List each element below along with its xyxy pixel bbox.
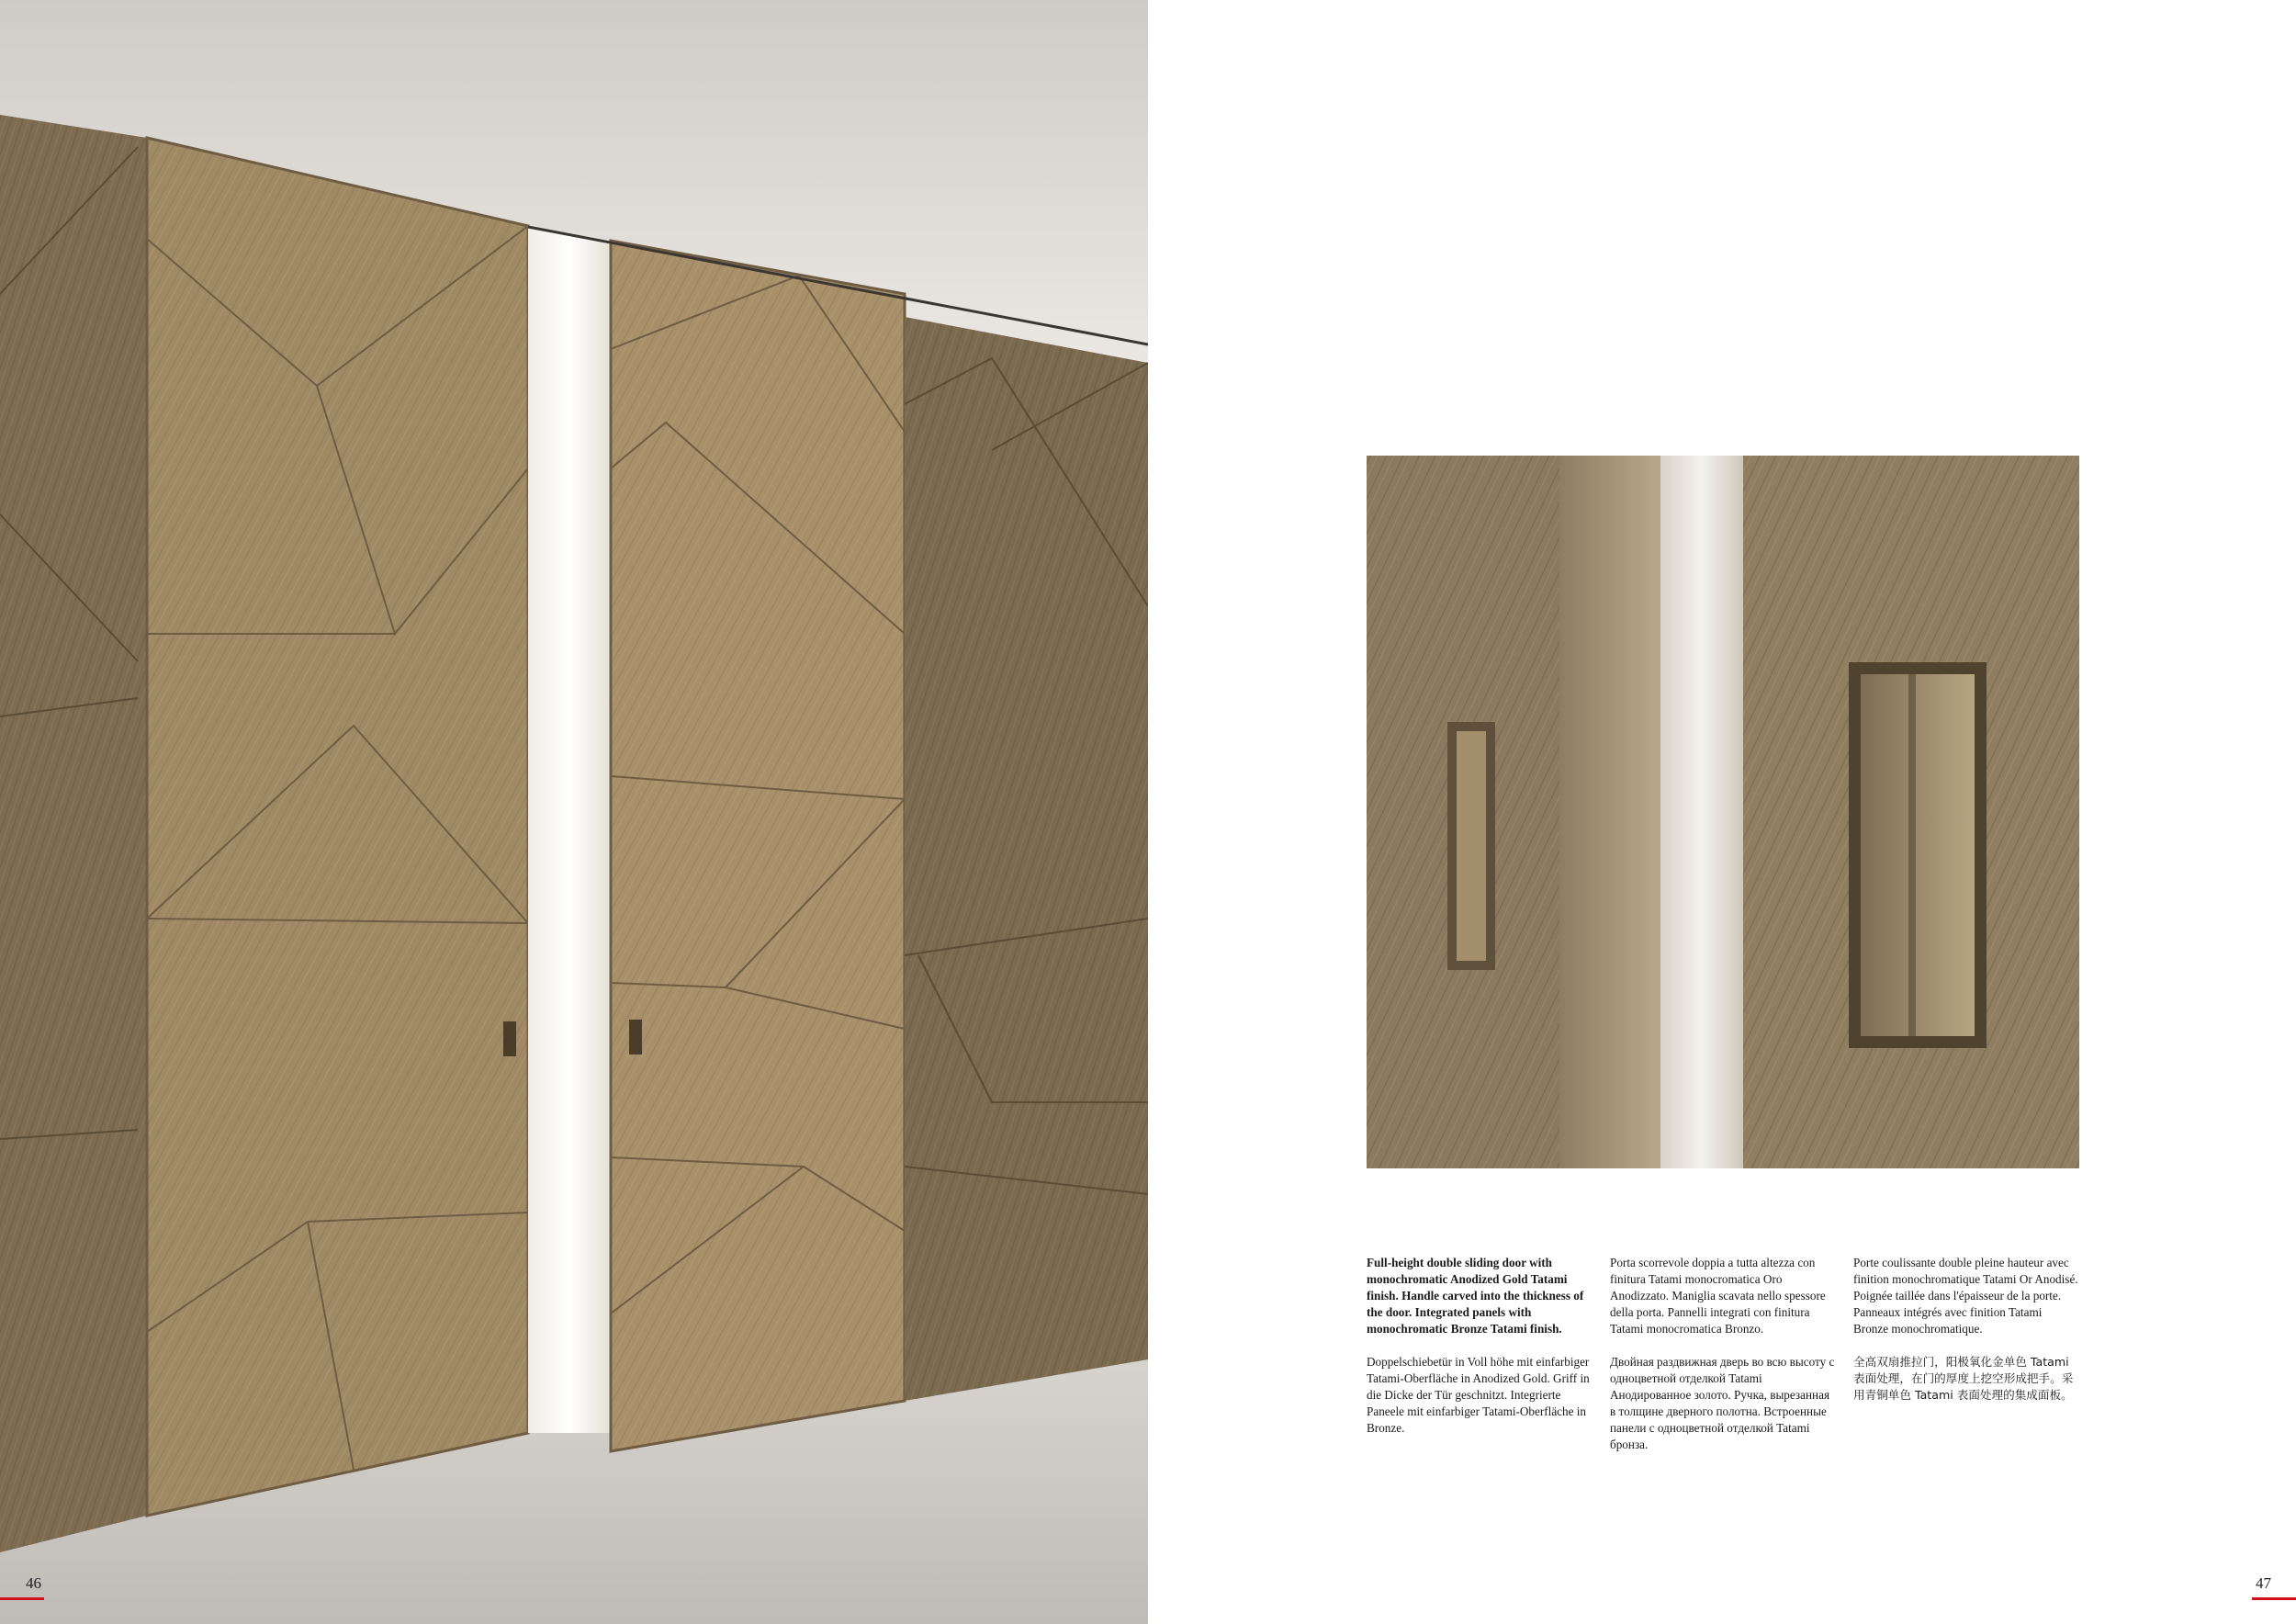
german-caption: Doppelschiebetür in Voll höhe mit einfarbiger Tatami-Oberfläche in Anodized Gold. Griff in die Dicke der Tür geschnitzt. Integrierte Paneele mit einfarbiger Tatami-Oberfläche in Bronze.: [1367, 1355, 1590, 1435]
text-column-3: [1853, 1255, 2079, 1420]
russian-caption: Двойная раздвижная дверь во всю высоту с одноцветной отделкой Tatami Анодированное золото. Ручка, вырезанная в толщине дверного полотна. Встроенные панели с одноцветной отделкой Tatami бронза.: [1610, 1355, 1835, 1451]
english-caption: Full-height double sliding door with monochromatic Anodized Gold Tatami finish. Handle carved into the thickness of the door. Integrated panels with monochromatic Bronze Tatami finish.: [1367, 1256, 1584, 1336]
text-column-1: [1367, 1255, 1593, 1453]
page-number-accent-bar: [0, 1597, 44, 1600]
french-caption: Porte coulissante double pleine hauteur avec finition monochromatique Tatami Or Anodisé. Poignée taillée dans l'épaisseur de la porte. Panneaux intégrés avec finition Tatami Bronze monochromatique.: [1853, 1256, 2078, 1336]
page-number-right: 47: [2256, 1574, 2271, 1592]
chinese-caption: 全高双扇推拉门，阳极氧化金单色 Tatami 表面处理，在门的厚度上挖空形成把手。采用青铜单色 Tatami 表面处理的集成面板。: [1853, 1355, 2074, 1402]
text-column-2: [1610, 1255, 1836, 1470]
italian-caption: Porta scorrevole doppia a tutta altezza con finitura Tatami monocromatica Oro Anodizzato. Maniglia scavata nello spessore della porta. Pannelli integrati con finitura Tatami monocromatica Bronzo.: [1610, 1256, 1826, 1336]
detail-photo: [1367, 456, 2079, 1168]
page-number-accent-bar: [2252, 1597, 2296, 1600]
page-number-left: 46: [26, 1574, 41, 1592]
